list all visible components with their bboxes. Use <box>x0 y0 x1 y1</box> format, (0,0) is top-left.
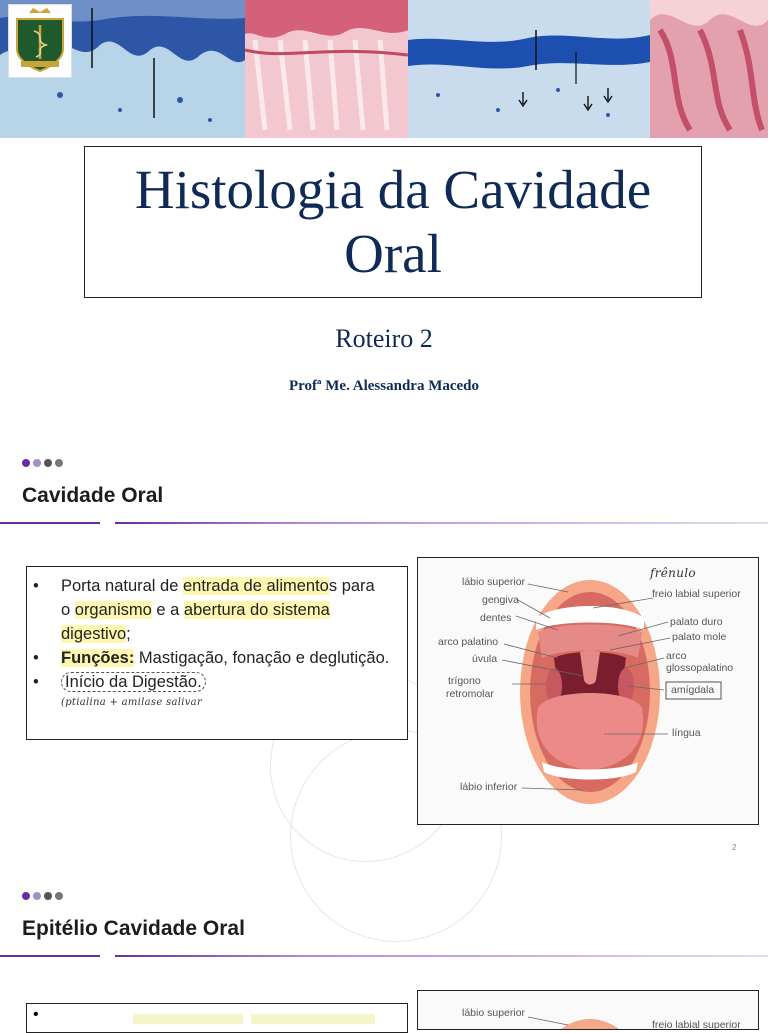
section-dots <box>22 459 63 467</box>
text-box <box>26 1003 408 1033</box>
diagram-label: amígdala <box>671 684 715 696</box>
highlighted-text: digestivo <box>61 625 127 643</box>
dot-icon <box>33 459 41 467</box>
dot-icon <box>22 892 30 900</box>
diagram-label: freio labial superior <box>652 588 741 600</box>
bullet-item <box>27 670 401 694</box>
bullet-icon: • <box>33 1006 39 1023</box>
college-crest-icon <box>9 5 71 77</box>
diagram-label: lábio superior <box>462 1007 526 1019</box>
histology-image-2 <box>245 0 408 138</box>
histology-banner <box>0 0 768 138</box>
section-dots <box>22 892 63 900</box>
bullet-text: Porta natural de <box>61 577 183 595</box>
handwritten-note: frênulo <box>650 566 696 580</box>
highlighted-text: abertura do sistema <box>183 601 330 619</box>
histology-image-3 <box>408 0 650 138</box>
histology-image-2-svg <box>245 0 408 138</box>
mouth-diagram <box>417 557 759 825</box>
bullet-item <box>27 574 401 646</box>
section-divider <box>0 955 768 957</box>
author-name: Profª Me. Alessandra Macedo <box>288 378 480 394</box>
diagram-label: úvula <box>472 653 498 665</box>
bullet-list <box>27 574 401 694</box>
page-title: Histologia da Cavidade Oral <box>134 159 652 284</box>
page-number: 2 <box>732 843 737 852</box>
highlight-mark <box>133 1014 243 1024</box>
highlighted-text: entrada de alimento <box>183 577 329 595</box>
dot-icon <box>44 892 52 900</box>
diagram-label: arco palatino <box>438 636 499 648</box>
diagram-label: arco <box>666 650 687 662</box>
diagram-label: retromolar <box>446 688 494 700</box>
histology-image-3-svg <box>408 0 650 138</box>
dot-icon <box>22 459 30 467</box>
bold-label: Funções: <box>61 649 135 667</box>
bullet-text: ; <box>126 625 131 643</box>
bullet-text: e a <box>151 601 184 619</box>
text-box <box>26 566 408 740</box>
diagram-label: lábio superior <box>462 576 526 588</box>
mouth-diagram-2 <box>417 990 759 1030</box>
diagram-label: freio labial superior <box>652 1019 741 1030</box>
title-box <box>84 146 702 298</box>
dot-icon <box>55 892 63 900</box>
diagram-label: gengiva <box>482 594 519 606</box>
diagram-label: trígono <box>448 675 481 687</box>
diagram-label: palato duro <box>670 616 723 628</box>
highlight-mark <box>251 1014 375 1024</box>
bullet-text: s para <box>328 577 375 595</box>
circled-text: Início da Digestão. <box>61 672 206 692</box>
bullet-text: o <box>61 601 75 619</box>
dot-icon <box>55 459 63 467</box>
diagram-label: glossopalatino <box>666 662 734 674</box>
bullet-item <box>27 646 401 670</box>
bullet-text: Mastigação, fonação e deglutição. <box>134 649 390 667</box>
dot-icon <box>44 459 52 467</box>
diagram-label: dentes <box>480 612 512 624</box>
histology-image-4-svg <box>650 0 768 138</box>
dot-icon <box>33 892 41 900</box>
handwritten-note: (ptialina + amilase salivar <box>61 697 203 708</box>
diagram-label: palato mole <box>672 631 727 643</box>
section-divider <box>0 522 768 524</box>
college-logo <box>8 4 72 78</box>
highlighted-text: organismo <box>74 601 152 619</box>
diagram-label: língua <box>672 727 701 739</box>
section-title: Epitélio Cavidade Oral <box>22 917 245 940</box>
subtitle: Roteiro 2 <box>335 324 433 353</box>
histology-image-4 <box>650 0 768 138</box>
section-title: Cavidade Oral <box>22 484 164 507</box>
diagram-label: lábio inferior <box>460 781 518 793</box>
